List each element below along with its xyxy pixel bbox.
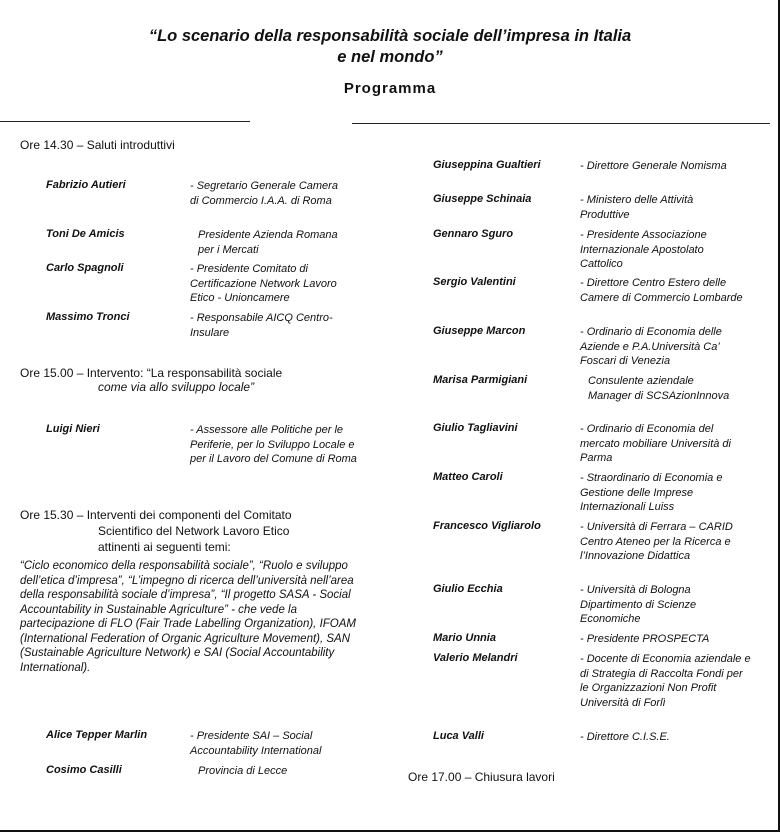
speaker-name: Cosimo Casilli <box>46 764 122 776</box>
speaker-name: Massimo Tronci <box>46 311 130 323</box>
speaker-name: Alice Tepper Marlin <box>46 729 148 741</box>
speaker-role: - Presidente SAI – Social Accountability International <box>190 730 322 757</box>
speaker-name: Valerio Melandri <box>433 652 518 664</box>
speaker-name: Giuseppe Marcon <box>433 325 526 337</box>
speaker-role: - Segretario Generale Camera di Commercio I.A.A. di Roma <box>190 180 338 207</box>
session-text-cont: come via allo sviluppo locale” <box>98 380 255 394</box>
left-divider <box>0 121 250 122</box>
speaker-name: Fabrizio Autieri <box>46 179 126 191</box>
topics-paragraph: “Ciclo economico della responsabilità sociale”, “Ruolo e sviluppo dell’etica d’impresa”, “L’impegno di ricerca dell’università nell’area della responsabilità sociale d’impresa”, “Il progetto SASA - Social Accountability in Sustainable Agriculture” - che vede la partecipazione di FLO (Fair Trade Labelling Organization), IFOAM (International Federation of Organic Agriculture Movement), SAN (Sustainable Agriculture Network) e SAI (Social Accountability International). <box>20 560 356 674</box>
speaker-role: - Presidente Comitato di Certificazione Network Lavoro Etico - Unioncamere <box>190 263 337 304</box>
speaker-name: Luigi Nieri <box>46 423 100 435</box>
session-1500: Ore 15.00 – Intervento: “La responsabilità sociale come via allo sviluppo locale” <box>20 366 360 394</box>
session-text-cont: attinenti ai seguenti temi: <box>98 540 231 554</box>
speaker-name: Giuseppe Schinaia <box>433 193 532 205</box>
session-1700: Ore 17.00 – Chiusura lavori <box>408 770 555 784</box>
session-text-cont: Scientifico del Network Lavoro Etico <box>98 524 290 538</box>
programma-heading: Programma <box>343 80 437 97</box>
speaker-role: - Direttore Generale Nomisma <box>580 160 727 172</box>
speaker-name: Sergio Valentini <box>433 276 516 288</box>
session-time: Ore 17.00 <box>408 770 462 784</box>
speaker-role: - Università di Ferrara – CARID Centro Ateneo per la Ricerca e l’Innovazione Didattica <box>580 521 733 562</box>
session-time: Ore 15.00 <box>20 366 74 380</box>
session-time: Ore 15.30 <box>20 508 74 522</box>
speaker-role: - Docente di Economia aziendale e di Strategia di Raccolta Fondi per le Organizzazioni Non Profit Università di Forlì <box>580 653 751 709</box>
speaker-name: Giuseppina Gualtieri <box>433 159 541 171</box>
speaker-name: Matteo Caroli <box>433 471 503 483</box>
session-text: Intervento: “La responsabilità sociale <box>86 366 283 380</box>
speaker-role: - Assessore alle Politiche per le Periferie, per lo Sviluppo Locale e per il Lavoro del Comune di Roma <box>190 424 357 465</box>
session-text: Interventi dei componenti del Comitato <box>86 508 292 522</box>
session-time: Ore 14.30 <box>20 138 74 152</box>
speaker-role: - Straordinario di Economia e Gestione delle Imprese Internazionali Luiss <box>580 472 723 513</box>
speaker-role: - Ministero delle Attività Produttive <box>580 194 694 221</box>
speaker-role: Presidente Azienda Romana per i Mercati <box>198 229 338 256</box>
speaker-name: Francesco Vigliarolo <box>433 520 541 532</box>
speaker-role: - Direttore C.I.S.E. <box>580 731 670 743</box>
session-1430: Ore 14.30 – Saluti introduttivi <box>20 138 175 152</box>
session-text: Chiusura lavori <box>474 770 555 784</box>
speaker-role: Provincia di Lecce <box>198 765 288 777</box>
speaker-role: - Direttore Centro Estero delle Camere di Commercio Lombarde <box>580 277 743 304</box>
speaker-role: - Ordinario di Economia delle Aziende e P.A.Università Ca’ Foscari di Venezia <box>580 326 722 367</box>
speaker-name: Mario Unnia <box>433 632 496 644</box>
session-1530: Ore 15.30 – Interventi dei componenti del Comitato Scientifico del Network Lavoro Etico attinenti ai seguenti temi: <box>20 507 360 555</box>
speaker-name: Toni De Amicis <box>46 228 125 240</box>
speaker-name: Carlo Spagnoli <box>46 262 124 274</box>
speaker-name: Giulio Ecchia <box>433 583 503 595</box>
speaker-name: Gennaro Sguro <box>433 228 514 240</box>
document-title-line1: “Lo scenario della responsabilità sociale dell’impresa in Italia <box>148 27 632 45</box>
document-title-line2: e nel mondo” <box>337 48 443 66</box>
speaker-role: - Università di Bologna Dipartimento di Scienze Economiche <box>580 584 697 625</box>
speaker-role: - Presidente Associazione Internazionale Apostolato Cattolico <box>580 229 707 270</box>
speaker-name: Marisa Parmigiani <box>433 374 528 386</box>
speaker-name: Giulio Tagliavini <box>433 422 518 434</box>
speaker-role: Consulente aziendale Manager di SCSAzionInnova <box>588 375 730 402</box>
speaker-role: - Ordinario di Economia del mercato mobiliare Università di Parma <box>580 423 731 464</box>
speaker-role: - Presidente PROSPECTA <box>580 633 710 645</box>
right-divider <box>352 123 770 124</box>
speaker-role: - Responsabile AICQ Centro-Insulare <box>190 312 333 339</box>
session-text: Saluti introduttivi <box>86 138 175 152</box>
speaker-name: Luca Valli <box>433 730 484 742</box>
